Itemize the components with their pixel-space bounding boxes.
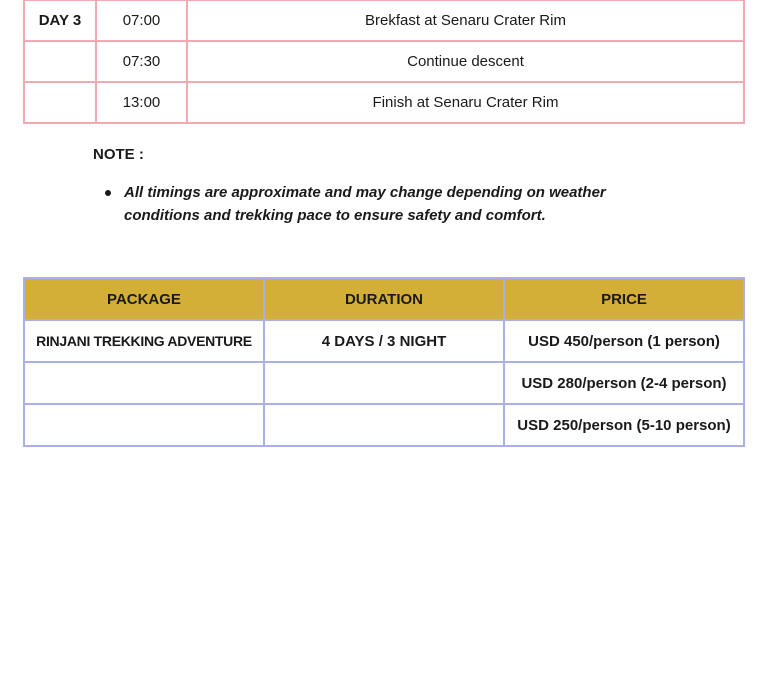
bullet-icon bbox=[105, 190, 111, 196]
price-cell: USD 450/person (1 person) bbox=[504, 320, 744, 362]
table-row bbox=[24, 404, 744, 446]
duration-cell bbox=[264, 404, 504, 446]
price-cell: USD 280/person (2-4 person) bbox=[504, 362, 744, 404]
table-row bbox=[24, 82, 744, 123]
table-row bbox=[24, 41, 744, 82]
table-row bbox=[24, 320, 744, 362]
table-row bbox=[24, 362, 744, 404]
package-header: PACKAGE bbox=[24, 278, 264, 320]
note-text: All timings are approximate and may change depending on weather conditions and trekking pace to ensure safety and comfort. bbox=[124, 184, 606, 224]
note-list bbox=[105, 181, 645, 227]
duration-cell bbox=[264, 362, 504, 404]
itinerary-table bbox=[23, 0, 745, 124]
note-item bbox=[105, 181, 645, 227]
price-header: PRICE bbox=[504, 278, 744, 320]
duration-header: DURATION bbox=[264, 278, 504, 320]
package-cell bbox=[24, 404, 264, 446]
table-row bbox=[24, 0, 744, 41]
activity-cell: Brekfast at Senaru Crater Rim bbox=[187, 0, 744, 41]
package-cell bbox=[24, 362, 264, 404]
pricing-table bbox=[23, 277, 745, 447]
day-cell bbox=[24, 41, 96, 82]
time-cell: 13:00 bbox=[96, 82, 187, 123]
time-cell: 07:30 bbox=[96, 41, 187, 82]
price-cell: USD 250/person (5-10 person) bbox=[504, 404, 744, 446]
activity-cell: Finish at Senaru Crater Rim bbox=[187, 82, 744, 123]
activity-cell: Continue descent bbox=[187, 41, 744, 82]
duration-cell: 4 DAYS / 3 NIGHT bbox=[264, 320, 504, 362]
time-cell: 07:00 bbox=[96, 0, 187, 41]
note-title: NOTE : bbox=[93, 146, 144, 163]
day-cell: DAY 3 bbox=[24, 0, 96, 41]
day-cell bbox=[24, 82, 96, 123]
package-cell: RINJANI TREKKING ADVENTURE bbox=[24, 320, 264, 362]
header-row bbox=[24, 278, 744, 320]
